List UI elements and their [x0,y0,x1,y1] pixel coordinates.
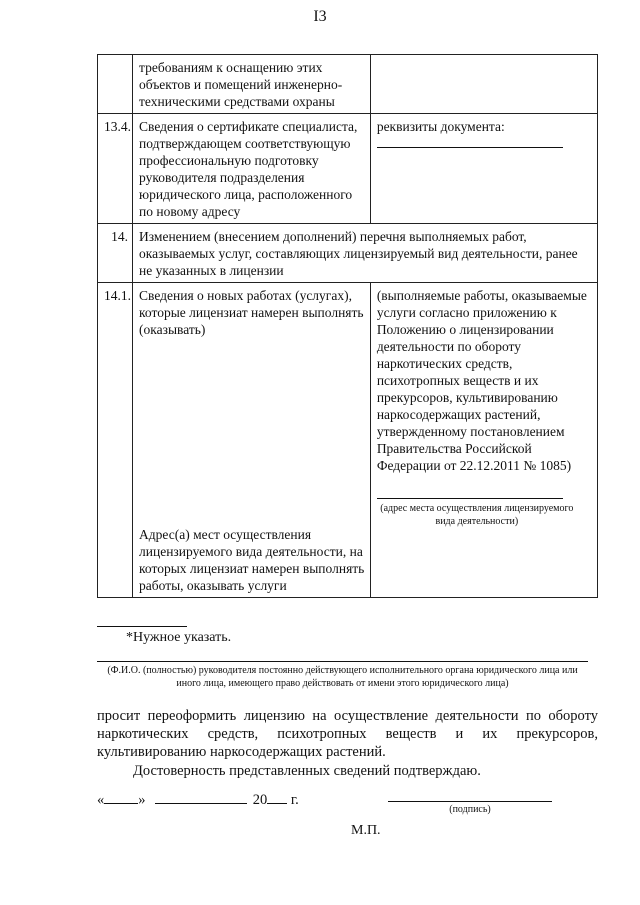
row-13-4-left [133,114,371,224]
table-row [98,55,598,114]
date-row [97,789,299,809]
row-number-13-4: 13.4. [98,114,133,224]
year-suffix: г. [290,792,299,808]
signatory-name-field[interactable] [97,661,588,662]
cont-left-text: требованиям к оснащению этих объектов и помещений инженерно-техническими средствами охраны [139,60,343,109]
month-field[interactable] [155,789,247,804]
document-details-field[interactable] [377,137,563,148]
table-row [98,224,598,283]
table-row [98,283,598,598]
footnote-divider [97,626,187,627]
row-14-1-right [370,283,597,598]
certificate-info-label: Сведения о сертификате специалиста, подтверждающем соответствующую профессиональную подготовку руководителя подразделения юридического лица, расположенного по новому адресу [139,119,358,219]
request-text: просит переоформить лицензию на осуществление деятельности по обороту наркотических средств, психотропных веществ и их прекурсоров, культивированию наркосодержащих растений. [97,708,598,760]
document-details-label: реквизиты документа: [376,119,505,134]
row-number-cell [98,55,133,114]
year-prefix: 20 [252,792,268,808]
works-description: (выполняемые работы, оказываемые услуги согласно приложению к Положению о лицензировании деятельности по обороту наркотических средств, психотропных веществ и их прекурсоров, культивированию наркосодержащих растений, утвержденному постановлением Правительства Российской Федерации от 22.12.2011 № 1085) [376,288,587,473]
cont-right-cell [370,55,597,114]
row-14-1-left [133,283,371,598]
page-number: I3 [313,8,327,25]
confirm-text: Достоверность представленных сведений подтверждаю. [133,763,481,779]
row-13-4-right [370,114,597,224]
day-field[interactable] [104,789,138,804]
row-number-14: 14. [98,224,133,283]
activity-address-field[interactable] [377,488,563,499]
date-open-quote: « [97,792,105,808]
activity-address-label: Адрес(а) мест осуществления лицензируемого вида деятельности, на которых лицензиат намерен выполнять работы, оказывать услуги [139,527,365,593]
row-14-text: Изменением (внесением дополнений) перечня выполняемых работ, оказываемых услуг, составляющих лицензируемый вид деятельности, ранее не указанных в лицензии [133,224,598,283]
table-row [98,114,598,224]
signature-caption: (подпись) [449,804,491,815]
row-number-14-1: 14.1. [98,283,133,598]
form-table [97,54,598,598]
signatory-caption: (Ф.И.О. (полностью) руководителя постоянно действующего исполнительного органа юридического лица или иного лица, имеющего право действовать от имени этого юридического лица) [107,665,578,689]
new-works-label: Сведения о новых работах (услугах), которые лицензиат намерен выполнять (оказывать) [139,288,364,337]
footnote: *Нужное указать. [126,630,232,645]
stamp-label: М.П. [351,823,381,838]
signature-field[interactable] [388,801,552,802]
activity-address-caption: (адрес места осуществления лицензируемого вида деятельности) [380,503,574,527]
cont-left-cell [133,55,371,114]
year-field[interactable] [267,789,287,804]
date-close-quote: » [138,792,146,808]
